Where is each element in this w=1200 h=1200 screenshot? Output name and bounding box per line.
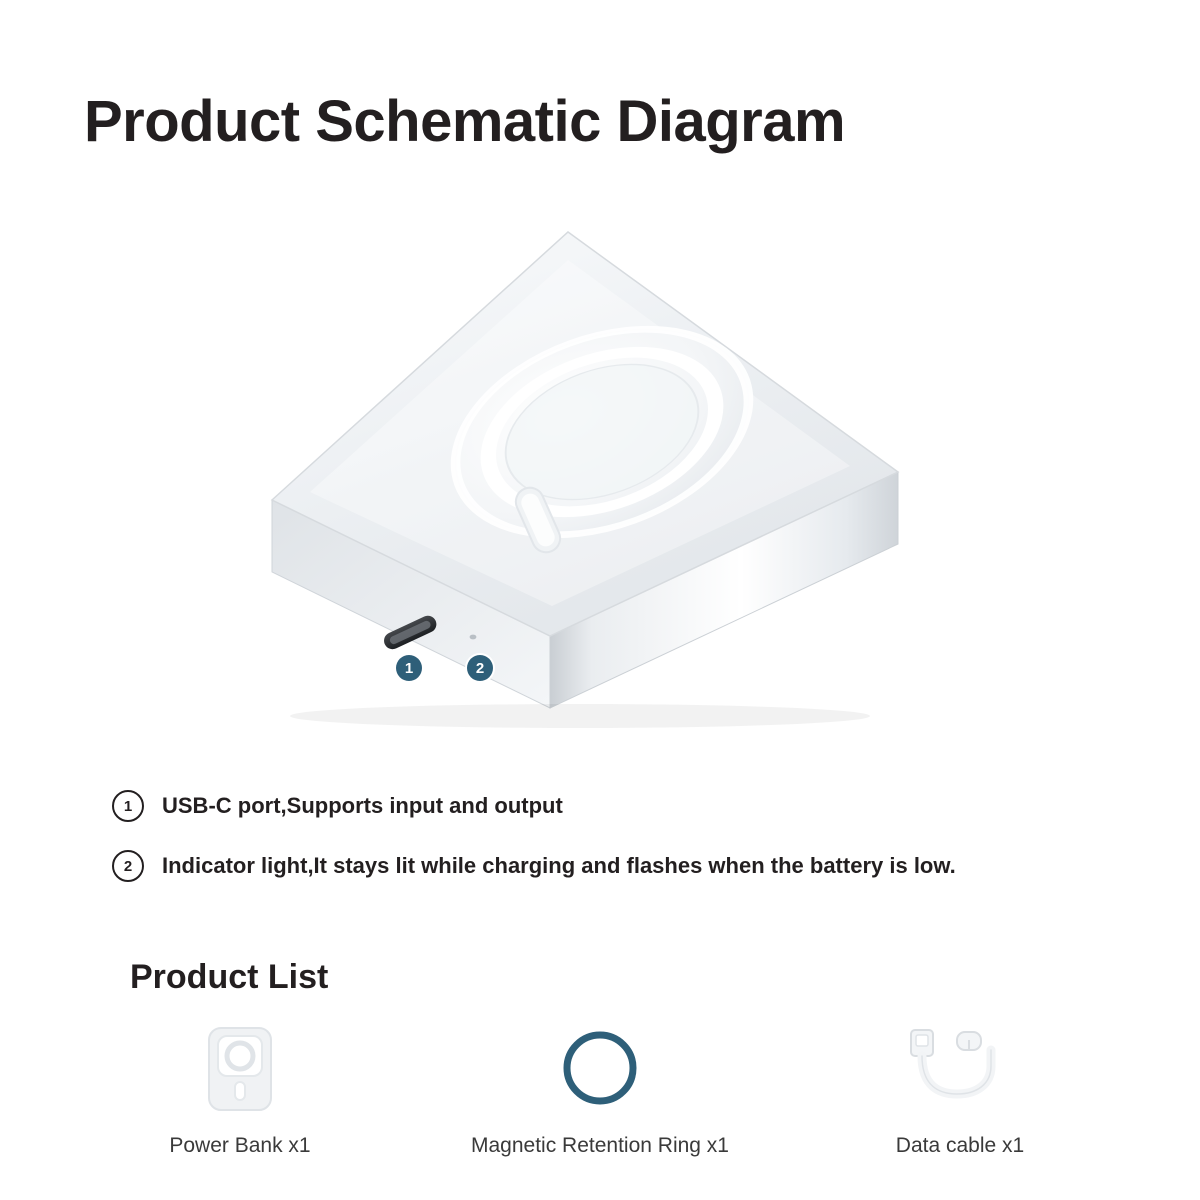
power-bank-icon bbox=[197, 1020, 283, 1116]
legend-item-1 bbox=[112, 790, 1152, 822]
list-item bbox=[60, 1020, 420, 1158]
page-title: Product Schematic Diagram bbox=[84, 89, 846, 154]
legend-text-1: USB-C port,Supports input and output bbox=[162, 793, 563, 818]
callout-badge-2: 2 bbox=[467, 655, 493, 681]
callout-badge-1: 1 bbox=[396, 655, 422, 681]
product-list bbox=[60, 1020, 1140, 1158]
legend-item-2 bbox=[112, 850, 1152, 882]
legend-number-1: 1 bbox=[112, 790, 144, 822]
product-illustration bbox=[250, 200, 950, 730]
magnetic-ring-icon bbox=[552, 1020, 648, 1116]
legend-number-2: 2 bbox=[112, 850, 144, 882]
list-item bbox=[780, 1020, 1140, 1158]
list-item-label: Power Bank x1 bbox=[169, 1134, 311, 1157]
legend bbox=[112, 790, 1152, 910]
power-bank-drawing bbox=[250, 200, 950, 730]
product-list-title: Product List bbox=[130, 958, 329, 996]
list-item-label: Magnetic Retention Ring x1 bbox=[471, 1134, 729, 1157]
list-item-label: Data cable x1 bbox=[895, 1134, 1025, 1157]
legend-text-2: Indicator light,It stays lit while charging and flashes when the battery is low. bbox=[162, 853, 956, 878]
data-cable-icon bbox=[895, 1020, 1025, 1116]
list-item bbox=[420, 1020, 780, 1158]
